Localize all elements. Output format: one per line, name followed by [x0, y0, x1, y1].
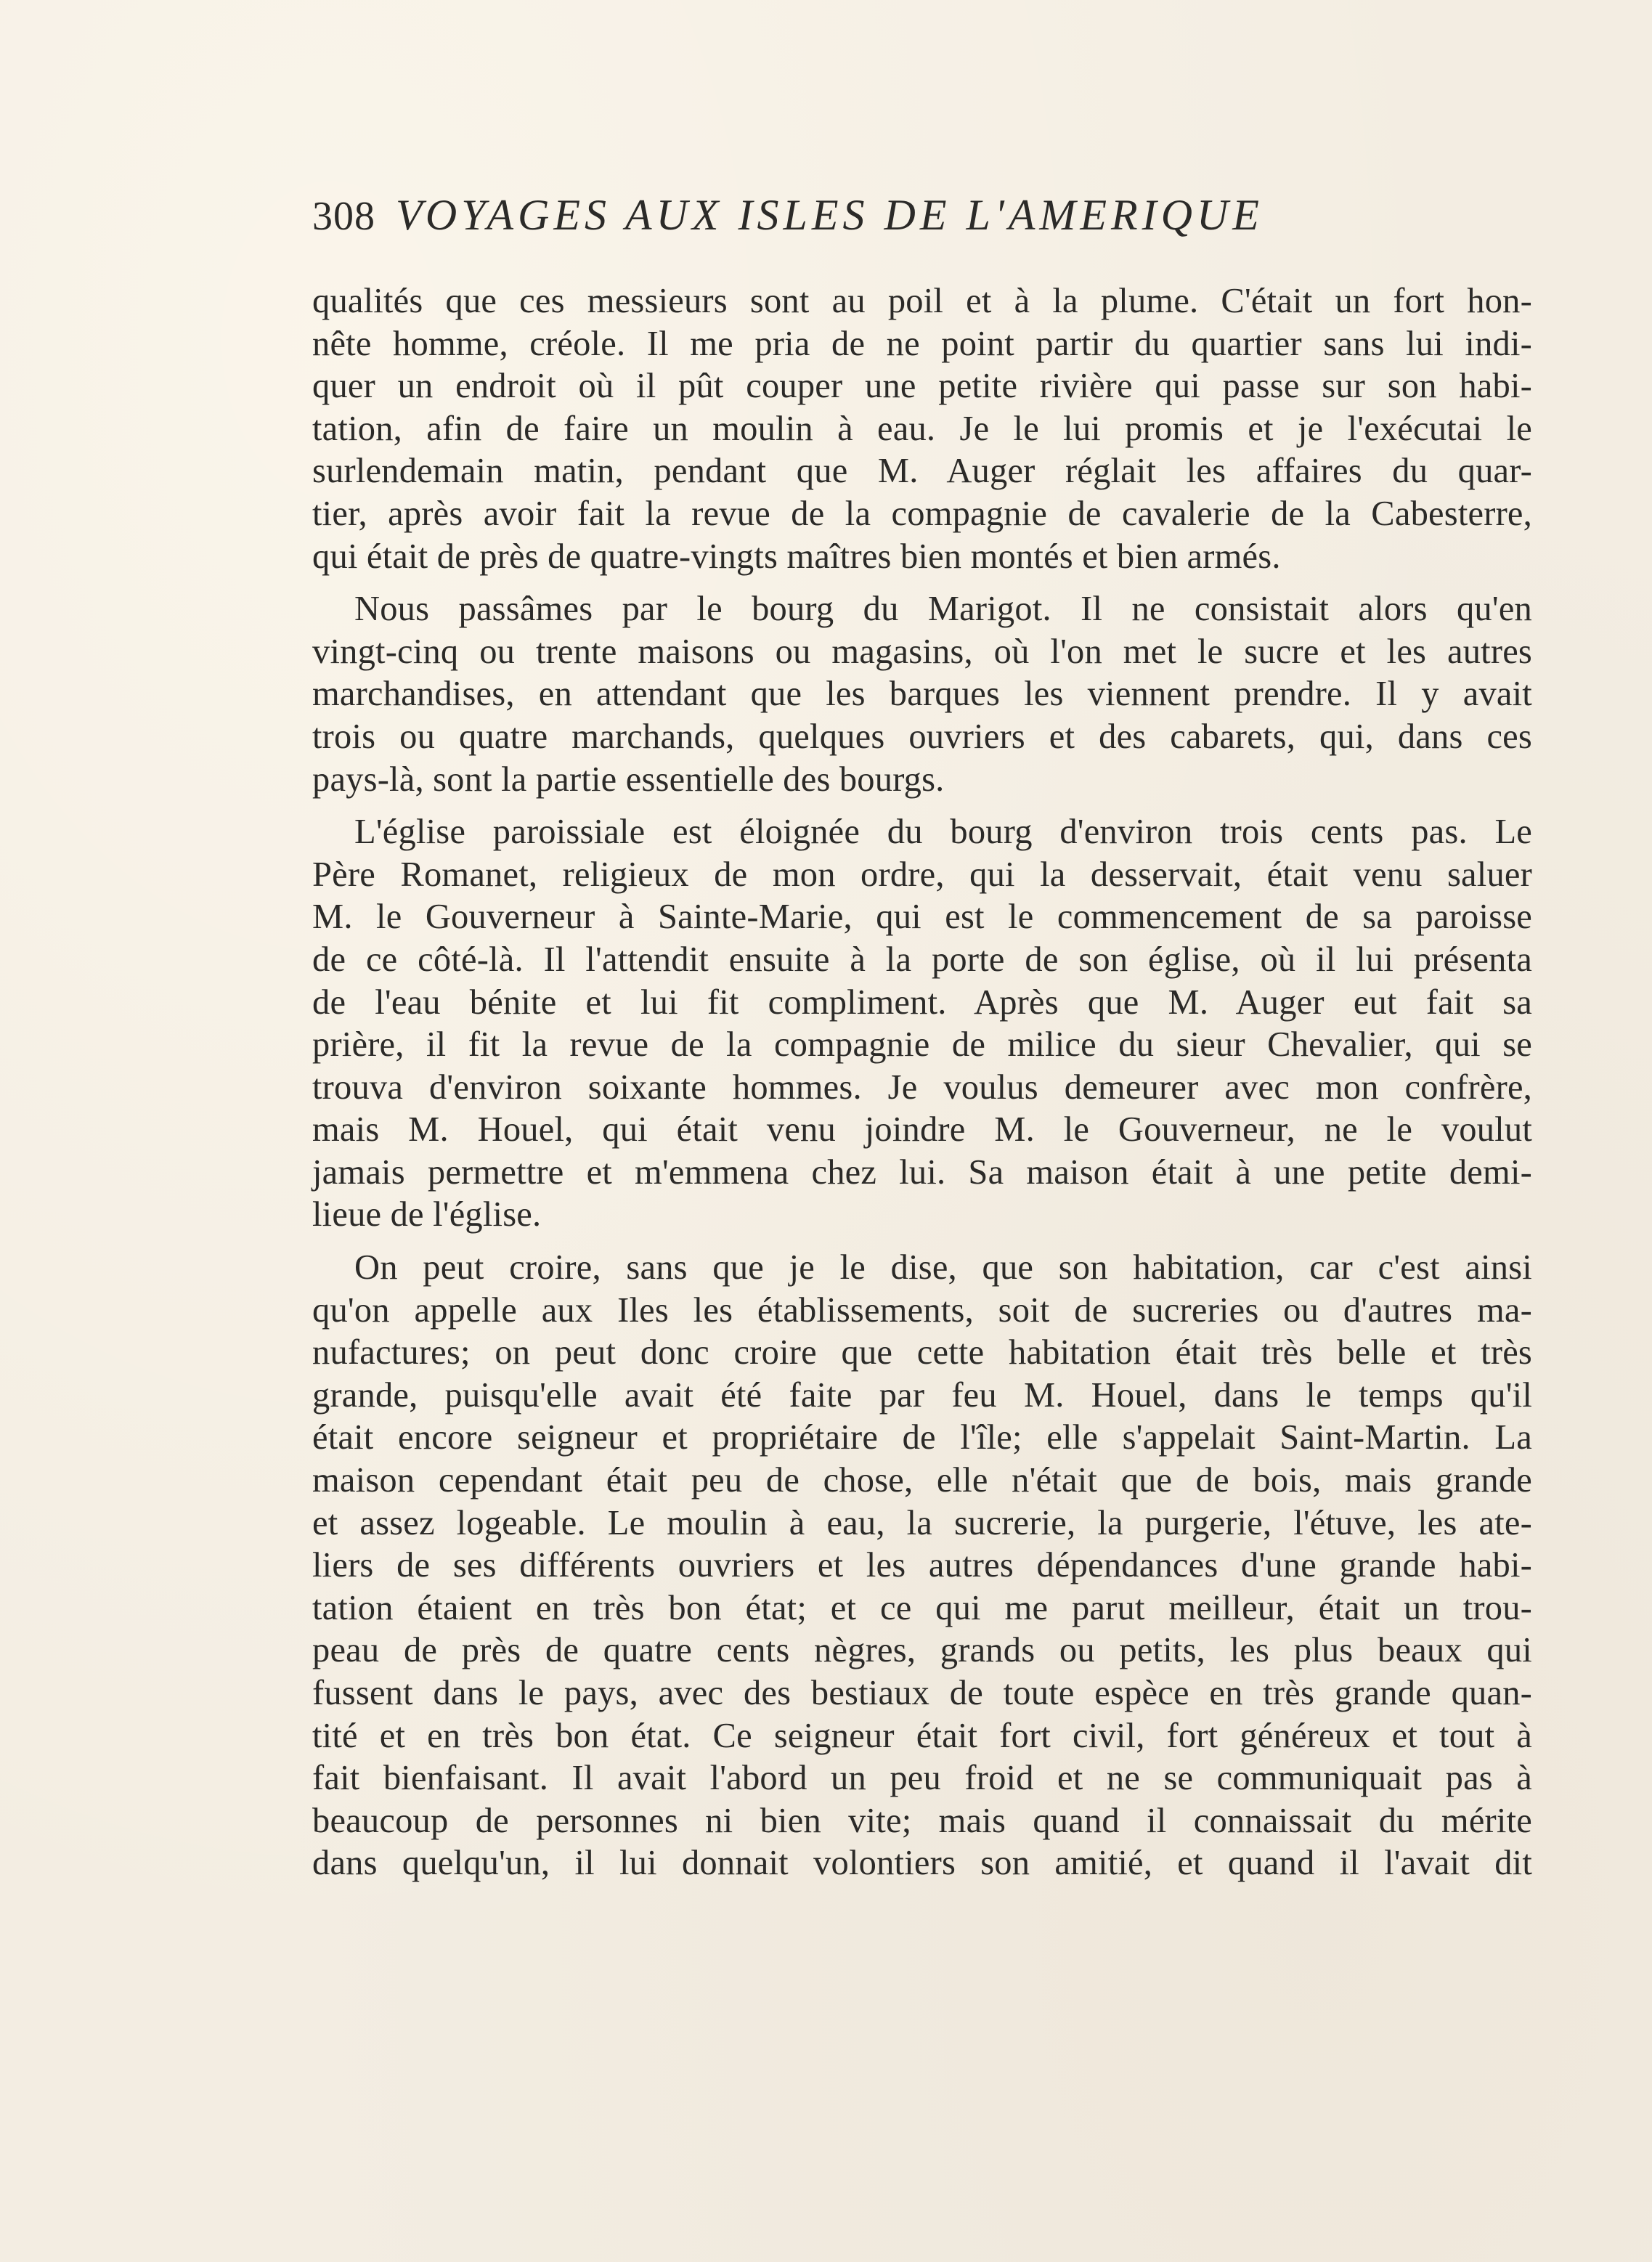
text-line: tier, après avoir fait la revue de la compagnie de cavalerie de la Cabesterre,	[312, 494, 1532, 533]
text-line: fait bienfaisant. Il avait l'abord un peu froid et ne se communiquait pas à	[312, 1759, 1532, 1798]
text-line: beaucoup de personnes ni bien vite; mais quand il connaissait du mérite	[312, 1801, 1532, 1840]
book-page	[312, 190, 1532, 1885]
paragraph	[312, 588, 1532, 801]
text-line: vingt-cinq ou trente maisons ou magasins, où l'on met le sucre et les autres	[312, 632, 1532, 671]
text-line: trois ou quatre marchands, quelques ouvriers et des cabarets, qui, dans ces	[312, 717, 1532, 756]
text-line: tation, afin de faire un moulin à eau. Je le lui promis et je l'exécutai le	[312, 409, 1532, 448]
text-line: jamais permettre et m'emmena chez lui. Sa maison était à une petite demi-	[312, 1152, 1532, 1192]
text-line: qui était de près de quatre-vingts maîtres bien montés et bien armés.	[312, 537, 1281, 576]
text-line: surlendemain matin, pendant que M. Auger réglait les affaires du quar-	[312, 452, 1532, 491]
text-line: qu'on appelle aux Iles les établissements, soit de sucreries ou d'autres ma-	[312, 1290, 1532, 1330]
text-line: et assez logeable. Le moulin à eau, la sucrerie, la purgerie, l'étuve, les ate-	[312, 1503, 1532, 1542]
text-line: tité et en très bon état. Ce seigneur était fort civil, fort généreux et tout à	[312, 1716, 1532, 1755]
running-head	[312, 190, 1532, 256]
text-line: trouva d'environ soixante hommes. Je voulus demeurer avec mon confrère,	[312, 1067, 1532, 1107]
paragraph	[312, 280, 1532, 578]
text-line: fussent dans le pays, avec des bestiaux de toute espèce en très grande quan-	[312, 1674, 1532, 1712]
text-line: qualités que ces messieurs sont au poil et à la plume. C'était un fort hon-	[312, 282, 1532, 320]
text-line: grande, puisqu'elle avait été faite par feu M. Houel, dans le temps qu'il	[312, 1375, 1532, 1415]
text-line: L'église paroissiale est éloignée du bourg d'environ trois cents pas. Le	[354, 813, 1532, 852]
text-line: prière, il fit la revue de la compagnie de milice du sieur Chevalier, qui se	[312, 1025, 1532, 1065]
text-line: nête homme, créole. Il me pria de ne point partir du quartier sans lui indi-	[312, 324, 1532, 363]
text-line: maison cependant était peu de chose, elle n'était que de bois, mais grande	[312, 1461, 1532, 1500]
text-line: lieue de l'église.	[312, 1195, 542, 1234]
text-line: de l'eau bénite et lui fit compliment. Après que M. Auger eut fait sa	[312, 982, 1532, 1022]
text-line: On peut croire, sans que je le dise, que son habitation, car c'est ainsi	[354, 1248, 1532, 1287]
paragraph	[312, 1247, 1532, 1885]
text-line: M. le Gouverneur à Sainte-Marie, qui est le commencement de sa paroisse	[312, 898, 1532, 937]
text-line: liers de ses différents ouvriers et les autres dépendances d'une grande habi-	[312, 1546, 1532, 1585]
paragraph	[312, 811, 1532, 1237]
text-line: pays-là, sont la partie essentielle des bourgs.	[312, 760, 945, 799]
text-line: Père Romanet, religieux de mon ordre, qui la desservait, était venu saluer	[312, 855, 1532, 894]
running-head-title: VOYAGES AUX ISLES DE L'AMERIQUE	[396, 191, 1264, 239]
text-line: mais M. Houel, qui était venu joindre M. le Gouverneur, ne le voulut	[312, 1110, 1532, 1150]
text-line: marchandises, en attendant que les barques les viennent prendre. Il y avait	[312, 675, 1532, 714]
text-line: était encore seigneur et propriétaire de l'île; elle s'appelait Saint-Martin. La	[312, 1418, 1532, 1457]
text-line: peau de près de quatre cents nègres, grands ou petits, les plus beaux qui	[312, 1631, 1532, 1670]
body-text	[312, 280, 1532, 1885]
text-line: tation étaient en très bon état; et ce qui me parut meilleur, était un trou-	[312, 1588, 1532, 1627]
text-line: de ce côté-là. Il l'attendit ensuite à la porte de son église, où il lui présenta	[312, 940, 1532, 979]
text-line: Nous passâmes par le bourg du Marigot. Il ne consistait alors qu'en	[354, 590, 1532, 629]
text-line: nufactures; on peut donc croire que cette habitation était très belle et très	[312, 1333, 1532, 1372]
text-line: quer un endroit où il pût couper une petite rivière qui passe sur son habi-	[312, 367, 1532, 406]
page-number: 308	[312, 194, 375, 239]
text-line: dans quelqu'un, il lui donnait volontiers son amitié, et quand il l'avait dit	[312, 1844, 1532, 1883]
